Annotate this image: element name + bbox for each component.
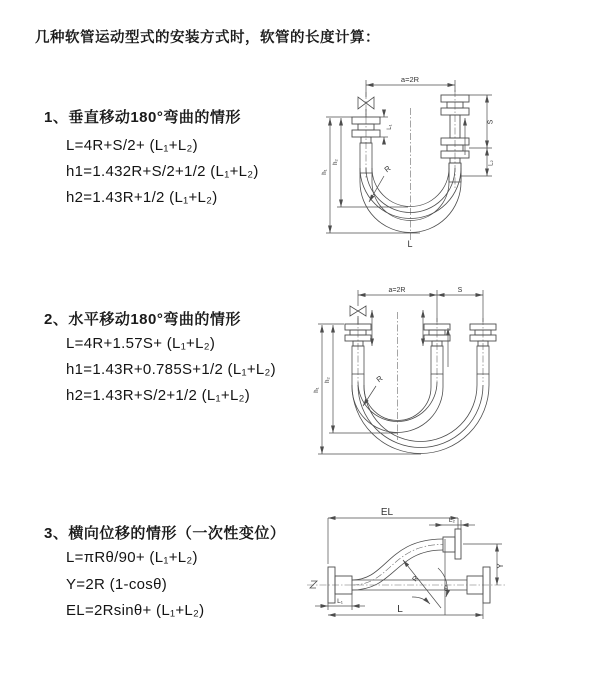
dim-label-l-bottom: L	[407, 239, 413, 249]
dim-label-r: R	[374, 373, 385, 385]
dimension-l	[328, 603, 483, 619]
dimension-el	[328, 507, 458, 615]
dim-label-r: R	[411, 574, 421, 584]
dim-label-l2: L₂	[448, 517, 456, 524]
formula-line: L=4R+S/2+ (L₁+L₂)	[66, 137, 198, 154]
page-title: 几种软管运动型式的安装方式时，软管的长度计算：	[35, 30, 380, 46]
dim-label-l2: L₂	[488, 160, 495, 166]
dimension-a2r	[366, 75, 455, 97]
formula-line: L=πRθ/90+ (L₁+L₂)	[66, 549, 198, 566]
formula-line: h1=1.432R+S/2+1/2 (L₁+L₂)	[66, 163, 259, 180]
centerline	[307, 581, 507, 588]
dimension-a2r-s	[358, 287, 483, 322]
dim-label-s: S	[457, 287, 463, 294]
dimension-l1	[315, 594, 365, 610]
dim-label-a2r: a=2R	[400, 75, 420, 84]
diagram-1-svg	[300, 70, 595, 260]
break-mark	[310, 581, 317, 588]
radius-leader	[369, 163, 393, 202]
dim-label-l1: L₁	[337, 598, 343, 605]
formula-line: h2=1.43R+1/2 (L₁+L₂)	[66, 189, 218, 206]
dimension-h1-h2	[314, 324, 421, 454]
dimension-h1-h2	[322, 117, 420, 233]
dim-label-el: EL	[380, 507, 394, 518]
formula-line: Y=2R (1-cosθ)	[66, 576, 168, 593]
formula-line: EL=2Rsinθ+ (L₁+L₂)	[66, 602, 205, 619]
centerlines	[366, 90, 455, 240]
dim-label-a2r: a=2R	[388, 287, 406, 294]
dim-label-h1: h₁	[314, 387, 320, 393]
diagram-lateral-displacement	[295, 498, 600, 663]
dimension-l1	[380, 110, 393, 144]
dim-label-h1: h₁	[322, 169, 328, 175]
valve-icon	[350, 306, 366, 324]
dim-label-l: L	[397, 604, 403, 615]
dim-label-s: S	[487, 119, 495, 125]
section-2-heading: 2、水平移动180°弯曲的情形	[44, 311, 241, 328]
dimension-s-l2	[461, 95, 495, 176]
radius-leader	[363, 373, 385, 406]
diagram-3-svg	[295, 498, 600, 663]
dim-label-r: R	[382, 163, 393, 175]
dimension-y	[463, 544, 505, 585]
hose-displaced-curve	[352, 539, 443, 590]
fitting-dimension-marks	[372, 310, 448, 367]
diagram-horizontal-180-bend	[300, 282, 600, 467]
upper-flange	[443, 529, 461, 559]
section-1-heading: 1、垂直移动180°弯曲的情形	[44, 109, 241, 126]
formula-line: h2=1.43R+S/2+1/2 (L₁+L₂)	[66, 387, 251, 404]
formula-line: h1=1.43R+0.785S+1/2 (L₁+L₂)	[66, 361, 276, 378]
radius-and-angle	[403, 560, 448, 608]
dim-label-l1: L₁	[387, 124, 393, 130]
section-3-heading: 3、横向位移的情形（一次性变位）	[44, 525, 286, 542]
diagram-2-svg	[300, 282, 600, 467]
dim-label-y: Y	[496, 563, 505, 569]
formula-line: L=4R+1.57S+ (L₁+L₂)	[66, 335, 216, 352]
dimension-l2	[429, 517, 475, 529]
dim-label-theta: θ	[444, 586, 448, 593]
dim-label-h2: h₂	[325, 377, 331, 383]
dim-label-h2: h₂	[333, 159, 339, 165]
diagram-vertical-180-bend	[300, 70, 595, 260]
